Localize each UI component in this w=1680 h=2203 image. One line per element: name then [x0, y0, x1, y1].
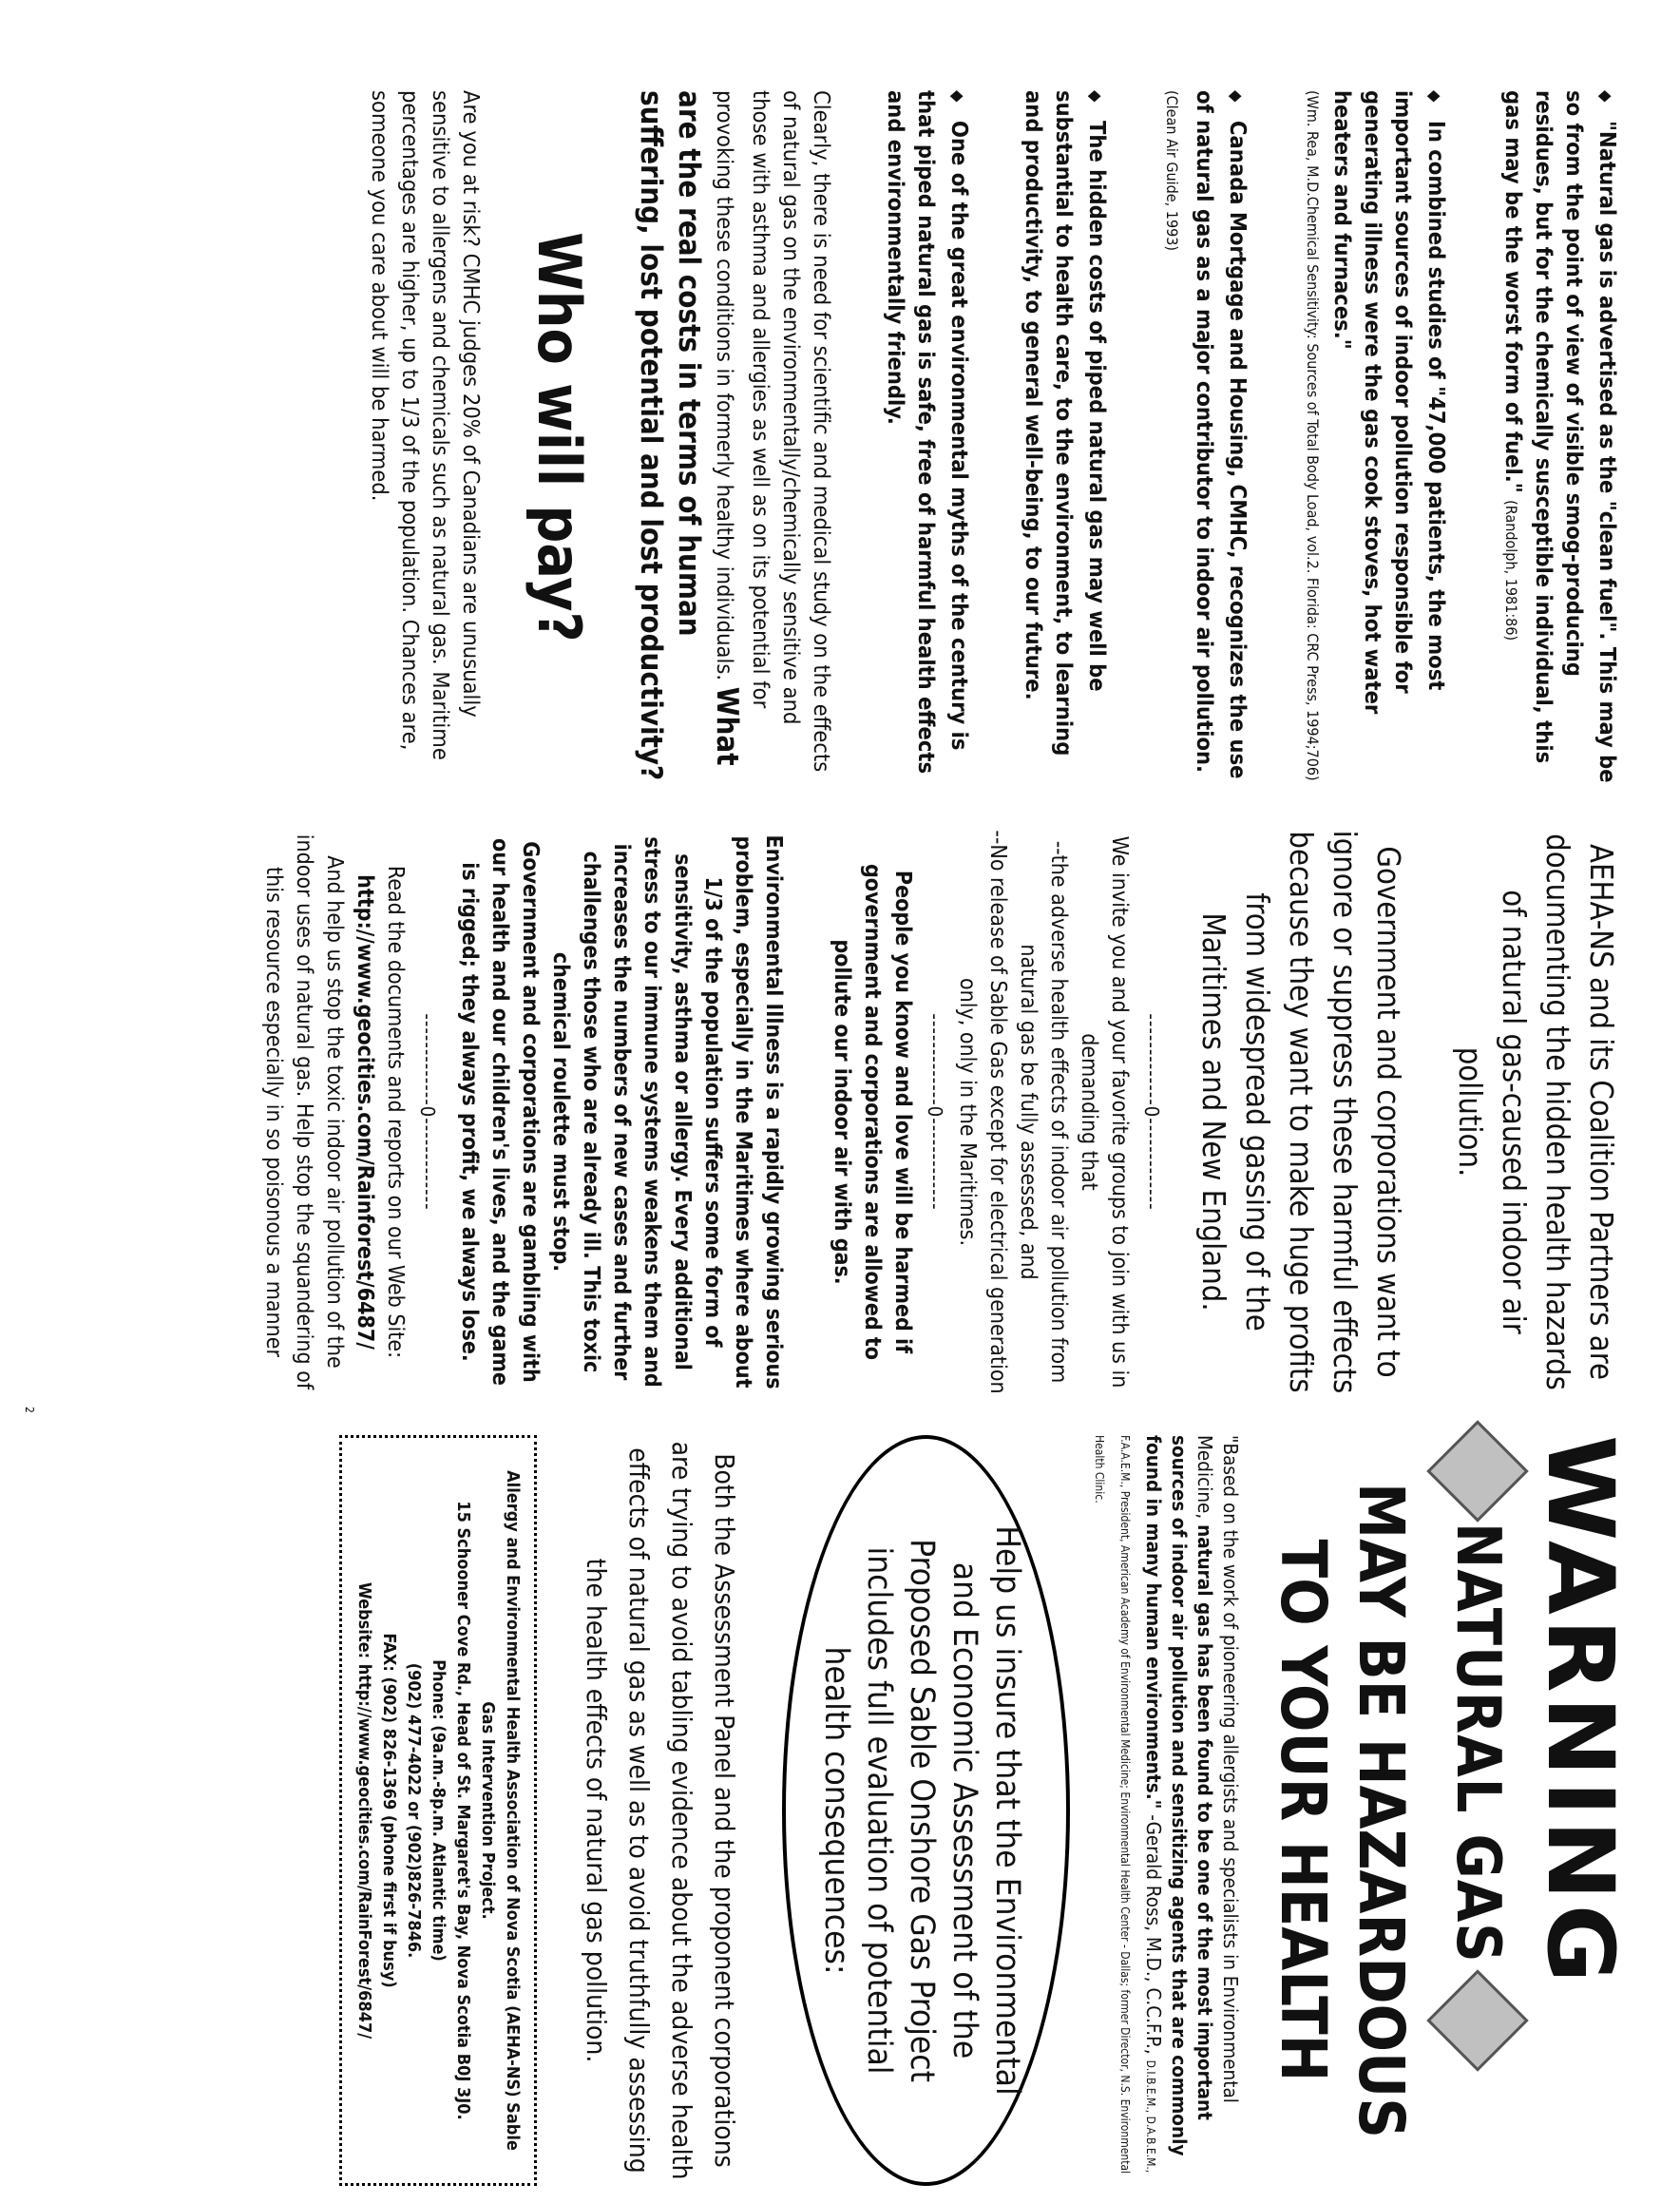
citation: (Wm. Rea, M.D.Chemical Sensitivity: Sources of Total Body Load, vol.2. Florida: CRC Press, 1994;706)	[1304, 90, 1322, 781]
separator: -------------0-------------	[416, 1013, 439, 1211]
diamond-right-icon	[1426, 1969, 1528, 2071]
read-docs-text: Read the documents and reports on our Web Site:	[383, 865, 408, 1359]
bullet-text: "Natural gas is advertised as the "clean fuel". This may be so from the point of view of visible smog-producing residues, but for the chemically susceptible individual, this gas may be the worst form of fuel."	[1500, 90, 1621, 783]
right-column	[339, 1435, 1633, 2186]
bullet-text: Canada Mortgage and Housing, CMHC, recognizes the use of natural gas as a major contributor to indoor air pollution.	[1192, 90, 1251, 779]
hazard-line1: MAY BE HAZARDOUS	[1345, 1482, 1418, 2138]
people-harmed-text: People you know and love will be harmed if government and corporations are allowed to pollute our indoor air with gas.	[830, 863, 915, 1360]
government-lead: Government and corporations want to ignore or suppress these harmful effects because they want to make huge profits from widespread gassing of the Maritimes and New England.	[1195, 830, 1406, 1394]
assessment-ellipse: Help us insure that the Environmental and Economic Assessment of the Proposed Sable Onshore Gas Project includes full evaluation of potential health consequences:	[782, 1435, 1070, 2186]
warning-title: WARNING	[1527, 1435, 1633, 1987]
demand-no-release: --No release of Sable Gas except for electrical generation only, only in the Maritimes.	[955, 830, 1010, 1394]
who-will-pay-heading: Who will pay?	[525, 232, 594, 642]
diamond-left-icon	[1426, 1420, 1528, 1522]
contact-box	[339, 1435, 537, 2186]
quote-author: -Gerald Ross, M.D., C.C.F.P.,	[1142, 1814, 1165, 2055]
diamond-bullet-icon: ◆	[1085, 90, 1105, 103]
natural-gas-title: NATURAL GAS	[1442, 1523, 1513, 1964]
clearly-text: Clearly, there is need for scientific and medical study on the effects of natural gas on the environmentally/chemically sensitive and those with asthma and allergies as well as on its potential for provoking these conditions in formerly healthy individuals.	[712, 90, 835, 773]
contact-fax: FAX: (902) 826-1369 (phone first if busy)	[379, 1633, 399, 1988]
bullet-text: One of the great environmental myths of the century is that piped natural gas is safe, free of harmful health effects and environmentally friendly.	[883, 90, 973, 775]
ross-quote	[1089, 1435, 1243, 2186]
diamond-bullet-icon: ◆	[947, 90, 967, 103]
quote-credentials: D.I.B.E.M., D.A.B.E.M., F.A.A.E.M., President, American Academy of Environmental Medicine; Environmental Health Center - Dallas; former Director, N.S. Environmental Health Clinic.	[1093, 1435, 1157, 2174]
bullet-randolph	[1496, 90, 1623, 784]
hazard-line2: TO YOUR HEALTH	[1267, 1539, 1340, 2082]
demand-assessment: --the adverse health effects of indoor air pollution from natural gas be fully assessed, and	[1016, 840, 1071, 1384]
contact-org: Allergy and Environmental Health Association of Nova Scotia (AEHA-NS) Sable Gas Intervention Project.	[478, 1470, 523, 2151]
bullet-hidden-costs	[1019, 90, 1113, 784]
contact-website[interactable]: Website: http://www.geocities.com/RainForest/6847/	[354, 1581, 374, 2040]
risk-paragraph: Are you at risk? CMHC judges 20% of Canadians are unusually sensitive to allergens and chemicals such as natural gas. Maritime percentages are higher, up to 1/3 of the population. Chances are, someone you care about will be harmed.	[367, 90, 485, 760]
assessment-panel-text: Both the Assessment Panel and the proponent corporations are trying to avoid tabling evidence about the adverse health effects of natural gas as well as to avoid truthfully assessing the health effects of natural gas pollution.	[581, 1441, 740, 2180]
bullet-rea-study	[1297, 90, 1452, 784]
separator: -------------0-------------	[924, 1013, 946, 1211]
environmental-illness-text: Environmental Illness is a rapidly growing serious problem, especially in the Maritimes where about 1/3 of the population suffers some form of sensitivity, asthma or allergy. Every additional stress to our immune systems weakens them and increases the numbers of new cases and further challenges those who are already ill. This toxic chemical roulette must stop.	[548, 834, 786, 1389]
aeha-lead: AEHA-NS and its Coalition Partners are documenting the hidden health hazards of natural gas-caused indoor air pollution.	[1452, 833, 1619, 1390]
quote-intro: "Based on the work of pioneering allergists and specialists in Environmental Medicine,	[1193, 1435, 1242, 2103]
diamond-bullet-icon: ◆	[1424, 90, 1444, 103]
left-column	[365, 90, 1623, 784]
bullet-text: In combined studies of "47,000 patients, the most important sources of indoor pollution responsible for generating illness were the gas cook stoves, hot water heaters and furnaces."	[1329, 90, 1450, 715]
natural-gas-row	[1435, 1435, 1520, 2186]
contact-phone-hours: Phone: (9a.m.-8p.m. Atlantic time)	[429, 1659, 449, 1962]
contact-phone: (902) 477-4022 or (902)826-7846.	[404, 1662, 424, 1959]
diamond-bullet-icon: ◆	[1226, 90, 1246, 103]
bullet-myths	[881, 90, 975, 784]
quote-bold: natural gas has been found to be one of the most important sources of indoor air pollution and sensitizing agents that are commonly found in many human environments."	[1142, 1435, 1216, 2156]
real-costs-question: What are the real costs in terms of human suffering, lost potential and lost productivity?	[634, 90, 744, 781]
page-number: 2	[23, 1407, 36, 1413]
diamond-bullet-icon: ◆	[1595, 90, 1615, 103]
middle-column	[258, 827, 1623, 1397]
help-stop-text: And help us stop the toxic indoor air pollution of the indoor uses of natural gas. Help stop the squandering of this resource especially in so poisonous a manner	[261, 833, 347, 1390]
contact-address: 15 Schooner Cove Rd., Head of St. Margaret's Bay, Nova Scotia B0J 3J0.	[453, 1501, 473, 2120]
bullet-text: The hidden costs of piped natural gas may well be substantial to health care, to the environment, to learning and productivity, to general well-being, to our future.	[1021, 90, 1111, 757]
citation: (Randolph, 1981:86)	[1502, 500, 1520, 642]
warning-row	[1527, 1435, 1633, 2186]
separator: -------------0-------------	[1140, 1013, 1163, 1211]
clearly-paragraph	[632, 90, 837, 784]
citation: (Clean Air Guide, 1993)	[1163, 90, 1181, 252]
invite-text: We invite you and your favorite groups to join with us in demanding that	[1077, 835, 1132, 1389]
gambling-text: Government and corporations are gambling with our health and our children's lives, and the game is rigged; they always profit, we always lose.	[457, 838, 543, 1386]
website-url[interactable]: http://www.geocities.com/Rainforest/6487/	[353, 874, 377, 1350]
bullet-cmhc	[1156, 90, 1253, 784]
